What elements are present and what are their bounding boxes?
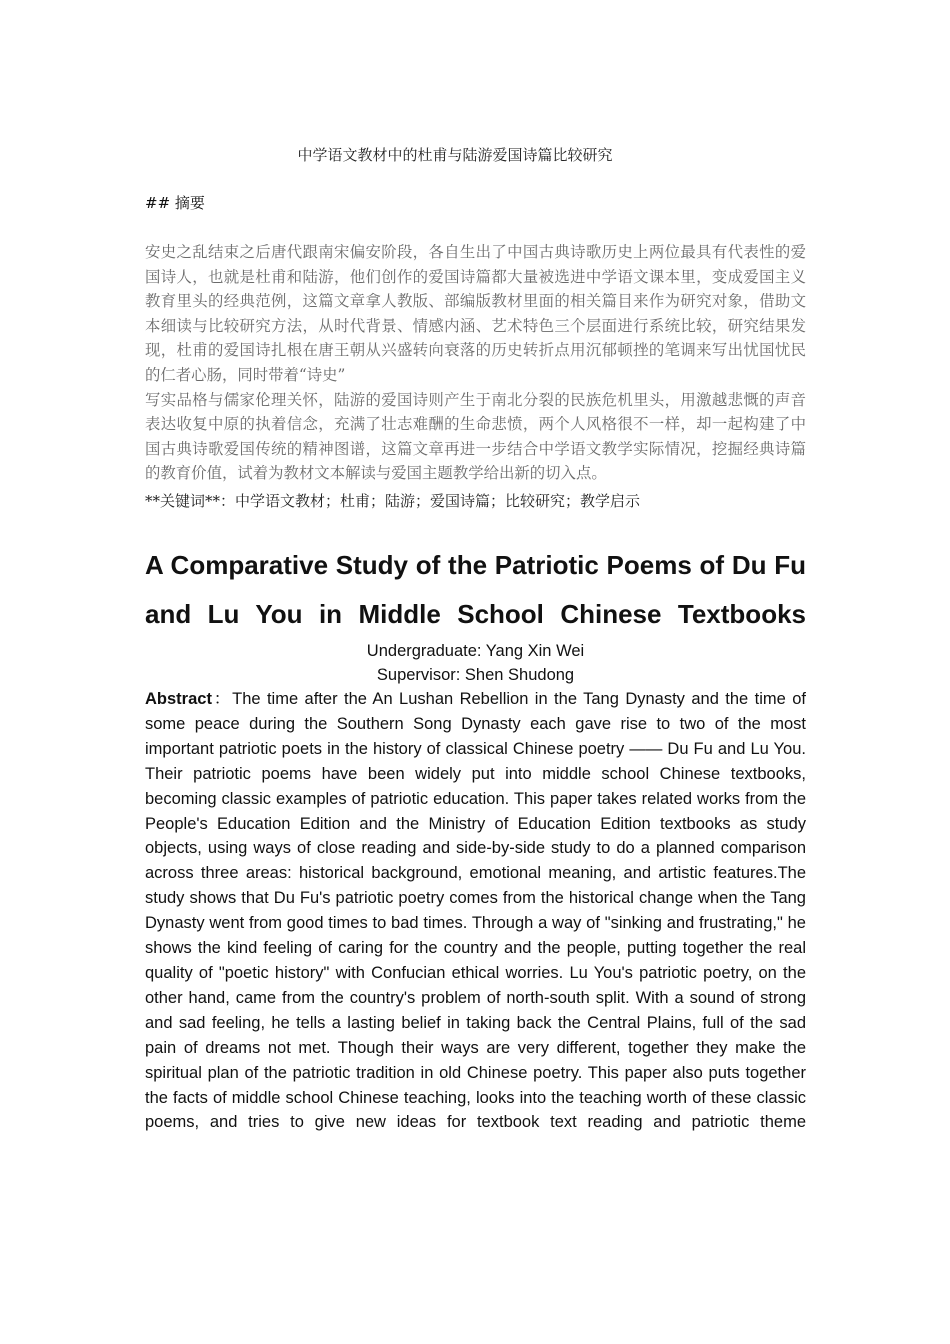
chinese-keywords: **关键词**：中学语文教材；杜甫；陆游；爱国诗篇；比较研究；教学启示 bbox=[145, 492, 641, 510]
author-block bbox=[145, 639, 806, 687]
supervisor-line: Supervisor: Shen Shudong bbox=[376, 666, 575, 684]
chinese-abstract-paragraph-2: 写实品格与儒家伦理关怀，陆游的爱国诗则产生于南北分裂的民族危机里头，用激越悲慨的声音表达收复中原的执着信念，充满了壮志难酬的生命悲愤，两个人风格很不一样，却一起构建了中国古典诗歌爱国传统的精神图谱，这篇文章再进一步结合中学语文教学实际情况，挖掘经典诗篇的教育价值，试着为教材文本解读与爱国主题教学给出新的切入点。 bbox=[145, 390, 806, 483]
chinese-title: 中学语文教材中的杜甫与陆游爱国诗篇比较研究 bbox=[297, 146, 613, 164]
chinese-abstract bbox=[145, 240, 806, 486]
abstract-heading: ## 摘要 bbox=[145, 194, 205, 212]
abstract-separator: ： bbox=[211, 690, 233, 708]
chinese-abstract-paragraph-1: 安史之乱结束之后唐代跟南宋偏安阶段，各自生出了中国古典诗歌历史上两位最具有代表性的爱国诗人，也就是杜甫和陆游，他们创作的爱国诗篇都大量被选进中学语文课本里，变成爱国主义教育里头的经典范例，这篇文章拿人教版、部编版教材里面的相关篇目来作为研究对象，借助文本细读与比较研究方法，从时代背景、情感内涵、艺术特色三个层面进行系统比较，研究结果发现，杜甫的爱国诗扎根在唐王朝从兴盛转向衰落的历史转折点用沉郁顿挫的笔调来写出忧国忧民的仁者心肠，同时带着“诗史” bbox=[145, 243, 806, 384]
english-title: A Comparative Study of the Patriotic Poems of Du Fu and Lu You in Middle School Chinese Textbooks bbox=[145, 550, 806, 629]
english-abstract-text: The time after the An Lushan Rebellion in the Tang Dynasty and the time of some peace during the Southern Song Dynasty each gave rise to two of the most important patriotic poets in the history of classical Chinese poetry —— Du Fu and Lu You. Their patriotic poems have been widely put into middle school Chinese textbooks, becoming classic examples of patriotic education. This paper takes related works from the People's Education Edition and the Ministry of Education Edition textbooks as study objects, using ways of close reading and side-by-side study to do a planned comparison across three areas: historical background, emotional meaning, and artistic features.The study shows that Du Fu's patriotic poetry comes from the historical change when the Tang Dynasty went from good times to bad times. Through a way of "sinking and frustrating," he shows the kind feeling of caring for the country and the people, putting together the real quality of "poetic history" with Confucian ethical worries. Lu You's patriotic poetry, on the other hand, came from the country's problem of north-south split. With a sound of strong and sad feeling, he tells a lasting belief in taking back the Central Plains, full of the sad pain of dreams not met. Though their ways are very different, together they make the spiritual plan of the patriotic tradition in old Chinese poetry. This paper also puts together the facts of middle school Chinese teaching, looks into the teaching worth of these classic poems, and tries to give new ideas for textbook text reading and patriotic theme bbox=[145, 690, 806, 1132]
english-abstract bbox=[145, 687, 806, 1135]
undergraduate-line: Undergraduate: Yang Xin Wei bbox=[366, 642, 585, 660]
abstract-label: Abstract bbox=[145, 690, 212, 708]
